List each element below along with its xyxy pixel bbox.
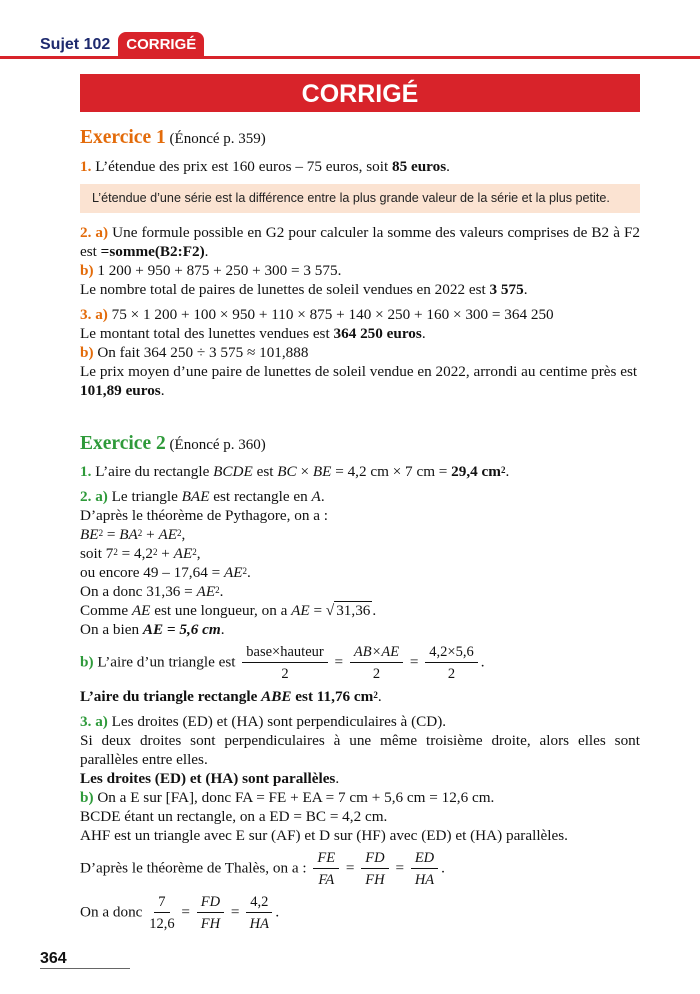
ex2-area-result: L’aire du triangle rectangle ABE est 11,76 $cm^2$. — [80, 688, 382, 705]
fraction-values: $\frac{4,2\times 5,6}{2}$ — [425, 643, 477, 683]
ex2-equation-1: $BE^2 = BA^2 + AE^2$, — [80, 526, 186, 543]
ex1-q3a-line2: Le montant total des lunettes vendues est 364 250 euros. — [80, 325, 426, 342]
ex2-equation-2: soit $7^2 = 4,2^2 + AE^2$, — [80, 545, 201, 562]
ex2-q3b-line2: BCDE étant un rectangle, on a ED = BC = 4,2 cm. — [80, 808, 388, 825]
page-number-rule — [40, 968, 130, 969]
ex2-q3b: b) On a E sur [FA], donc FA = FE + EA = 7 cm + 5,6 cm = 12,6 cm. — [80, 789, 495, 806]
ex2-q3b-line3: AHF est un triangle avec E sur (AF) et D sur (HF) avec (ED) et (HA) parallèles. — [80, 827, 568, 844]
ex2-q3a: 3. a) Les droites (ED) et (HA) sont perpendiculaires à (CD). — [80, 713, 447, 730]
corrige-tag: CORRIGÉ — [118, 32, 204, 57]
page-header — [40, 32, 204, 57]
sujet-label: Sujet 102 — [40, 35, 111, 53]
page-number: 364 — [40, 950, 67, 967]
ex2-donc: On a donc $\frac{7}{12,6}$ = $\frac{FD}{FH}$ = $\frac{4,2}{HA}$ . — [80, 894, 280, 932]
exercise-2-title: Exercice 2 (Énoncé p. 360) — [80, 433, 266, 454]
ex1-q2b: b) 1 200 + 950 + 875 + 250 + 300 = 3 575. — [80, 262, 342, 279]
ex2-q1: 1. L’aire du rectangle BCDE est BC × BE = 4,2 cm × 7 cm = 29,4 $cm^2$. — [80, 463, 510, 480]
ex2-thales: D’après le théorème de Thalès, on a : $\frac{FE}{FA}$ = $\frac{FD}{FH}$ = $\frac{ED}{HA}$ . — [80, 850, 445, 888]
ex2-q3a-line2: Si deux droites sont perpendiculaires à une même troisième droite, alors elles sont parallèles entre elles. — [80, 732, 640, 768]
page-content — [80, 128, 640, 933]
corrige-banner: CORRIGÉ — [80, 74, 640, 112]
fraction-ab-ae: $\frac{AB\times AE}{2}$ — [350, 643, 403, 683]
ex1-q2a: 2. a) Une formule possible en G2 pour calculer la somme des valeurs comprises de B2 à F2 est =somme(B2:F2). — [80, 224, 641, 260]
ex1-q2b-line2: Le nombre total de paires de lunettes de soleil vendues en 2022 est 3 575. — [80, 281, 528, 298]
ex2-ae-result: On a bien AE = 5,6 cm. — [80, 621, 225, 638]
ex2-sqrt-line: Comme AE est une longueur, on a AE = √ 31,36 . — [80, 602, 377, 619]
fraction-formula: $\frac{\text{base×hauteur}}{2}$ — [242, 643, 327, 683]
definition-note: L’étendue d’une série est la différence entre la plus grande valeur de la série et la plus petite. — [80, 184, 640, 213]
header-rule — [0, 56, 700, 59]
ex2-equation-3: ou encore $49 - 17,64 = AE^2$. — [80, 564, 251, 581]
ex2-pythagore: D’après le théorème de Pythagore, on a : — [80, 507, 328, 524]
ex2-q2a: 2. a) Le triangle BAE est rectangle en A. — [80, 488, 325, 505]
ex2-q2b: b) L’aire d’un triangle est $\frac{\text{base×hauteur}}{2}$ = $\frac{AB\times AE}{2}$ = $\frac{4,2\times 5,6}{2}$ . — [80, 644, 485, 682]
ex1-q1: 1. L’étendue des prix est 160 euros – 75 euros, soit 85 euros. — [80, 158, 450, 175]
ex2-q3a-conclusion: Les droites (ED) et (HA) sont parallèles. — [80, 770, 340, 787]
ex1-q3b: b) On fait 364 250 ÷ 3 575 ≈ 101,888 — [80, 344, 309, 361]
ex1-q3a: 3. a) 75 × 1 200 + 100 × 950 + 110 × 875 + 140 × 250 + 160 × 300 = 364 250 — [80, 306, 554, 323]
ex1-q3b-line2: Le prix moyen d’une paire de lunettes de soleil vendue en 2022, arrondi au centime près est 101,89 euros. — [80, 363, 638, 399]
exercise-1-title: Exercice 1 (Énoncé p. 359) — [80, 127, 266, 148]
ex2-equation-4: On a donc $31,36 = AE^2$. — [80, 583, 224, 600]
